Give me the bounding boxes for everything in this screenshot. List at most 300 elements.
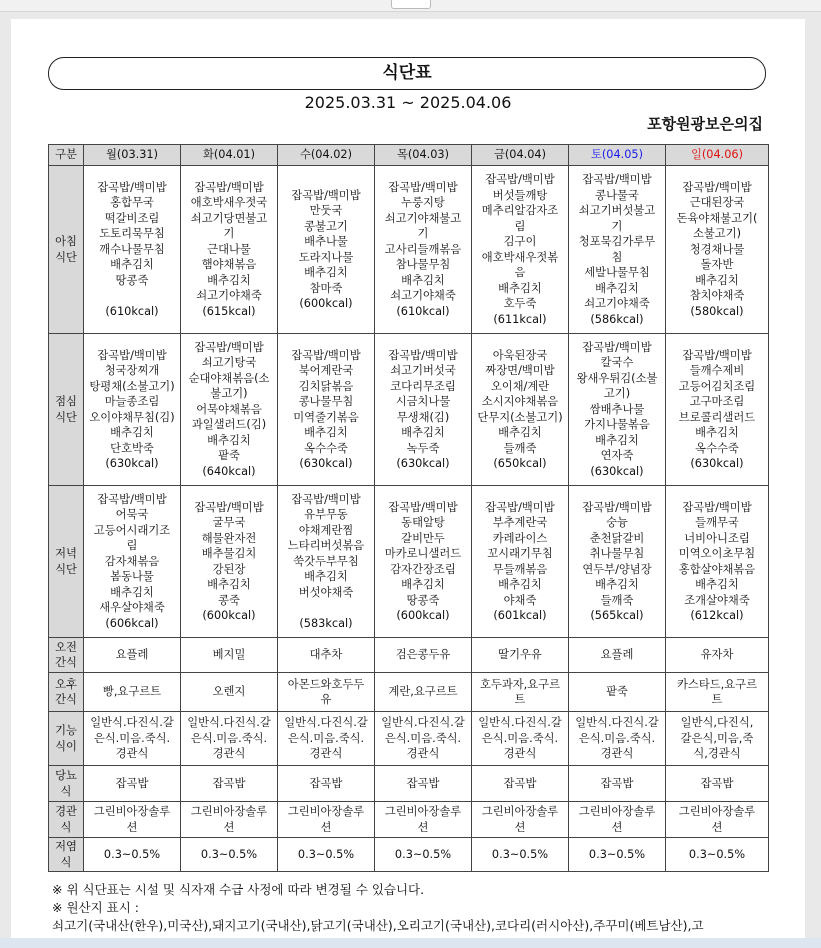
menu-item: 배추김치 [595,578,639,591]
menu-item: 아몬드와호두두 [287,677,365,691]
menu-cell [278,766,375,802]
menu-item: 조개살야채죽 [684,593,750,607]
menu-item: 빵,요구르트 [102,685,162,699]
menu-item: (606kcal) [105,616,159,630]
menu-cell [666,766,769,802]
menu-item: 근대나물 [207,242,251,256]
menu-item: 애호박새우젓볶 [481,250,559,264]
menu-item: (610kcal) [396,304,450,318]
menu-item: 애호박새우젓국 [190,196,268,210]
row-label-line: 식이 [55,739,77,753]
menu-item: 메추리알감자조 [481,204,559,217]
row-label-line: 오전 [55,640,77,654]
menu-item: 단호박죽 [110,441,154,455]
row-label [49,334,84,486]
menu-cell [278,486,375,638]
menu-item: 녹두죽 [406,441,440,455]
menu-cell [569,712,666,766]
menu-item: 일반식,다진식, [680,716,754,730]
menu-item: 숭늉 [606,516,628,529]
menu-item: 잡곡밥/백미밥 [291,188,361,202]
menu-item: 북어계란국 [298,364,354,377]
menu-item: 순대야채볶음(소 [188,371,270,385]
menu-item: 배추나물 [304,235,348,248]
menu-item: 유자차 [700,648,734,662]
menu-cell [666,166,769,334]
menu-item: 잡곡밥 [309,776,343,790]
menu-item: 경관식 [212,747,246,761]
menu-item: 무들깨볶음 [492,562,548,576]
menu-item: 경관식 [406,747,440,761]
menu-item: 배추김치 [498,426,542,439]
menu-item: 시금치나물 [395,395,451,408]
menu-item: 청경채나물 [689,242,745,256]
menu-item: 참나물무침 [395,258,451,272]
day-header-wed: 수(04.02) [278,145,375,166]
menu-cell [666,802,769,838]
menu-item: 감자채볶음 [104,554,160,568]
menu-item: 떡갈비조림 [104,211,160,225]
menu-cell [375,166,472,334]
menu-cell [666,838,769,872]
row-label [49,838,84,872]
menu-item: (600kcal) [396,609,450,622]
menu-item: 누룽지탕 [401,196,445,210]
menu-item: 0.3~0.5% [491,847,549,861]
menu-item: 잡곡밥/백미밥 [97,492,167,506]
menu-cell [84,166,181,334]
menu-item: 아욱된장국 [492,348,548,362]
row-label-line: 식 [60,855,72,869]
menu-item: 참치야채죽 [689,289,745,303]
menu-item: 배추김치 [207,578,251,591]
menu-cell [84,712,181,766]
date-range: 2025.03.31 ~ 2025.04.06 [304,93,512,112]
menu-item: 침 [611,250,623,264]
menu-item: 잡곡밥/백미밥 [485,173,555,186]
menu-item: 가지나물볶음 [584,418,650,432]
menu-cell [278,166,375,334]
menu-item: 칼국수 [600,356,634,370]
menu-item: 잡곡밥 [600,776,634,790]
menu-item: 은식.미음.죽식. [93,731,171,745]
menu-item: 소시지야채볶음 [481,395,559,408]
header-row [49,145,769,166]
menu-cell [84,638,181,673]
menu-cell [472,166,569,334]
menu-item: 잡곡밥/백미밥 [582,173,652,186]
menu-cell [666,334,769,486]
menu-item: 배추김치 [207,273,251,287]
menu-item: 팥죽 [218,449,240,463]
menu-cell [278,802,375,838]
menu-cell [569,766,666,802]
menu-item: 대추차 [309,648,343,662]
menu-item: 오이채/계란 [490,379,550,393]
menu-item: 배추김치 [110,585,154,599]
menu-item: (580kcal) [690,304,744,318]
menu-cell [278,712,375,766]
menu-item: 땅콩죽 [406,593,440,607]
menu-item: 션 [417,820,429,834]
menu-item: 배추김치 [401,273,445,287]
menu-item: 일반식.다진식.갈 [187,716,271,730]
menu-item: (610kcal) [105,304,159,318]
menu-item: 잡곡밥/백미밥 [485,500,555,514]
menu-item: 계란,요구르트 [388,685,458,699]
menu-item: 션 [320,820,332,834]
menu-item: 쇠고기탕국 [201,356,257,370]
menu-cell [666,712,769,766]
day-header-fri: 금(04.04) [472,145,569,166]
row-label-line: 식 [60,784,72,798]
menu-item: 브로콜리샐러드 [678,410,756,424]
row-label [49,673,84,712]
menu-item: 쇠고기버섯불고 [578,204,656,217]
day-header-sun: 일(04.06) [666,145,769,166]
menu-item: 너비아니조림 [684,531,750,545]
menu-item: 햄야채볶음 [201,258,257,272]
menu-cell [181,838,278,872]
menu-item: 잡곡밥/백미밥 [194,340,264,354]
menu-item: 일반식.다진식.갈 [381,716,465,730]
menu-item: 들깨죽 [503,441,537,455]
menu-item: 음 [514,266,526,279]
row-label-line: 식 [60,820,72,834]
menu-item: 배추김치 [498,578,542,591]
menu-item: 경관식 [600,747,634,761]
menu-item: 배추김치 [595,433,639,447]
menu-item: 배추물김치 [201,547,257,560]
row-label [49,802,84,838]
menu-item: 과일샐러드(김) [191,418,267,432]
menu-cell [472,334,569,486]
menu-item: 꼬시래기무침 [487,547,553,560]
menu-item: 취나물무침 [589,547,645,560]
menu-cell [472,638,569,673]
menu-item: 고기) [603,387,631,401]
row-label-line: 간식 [55,656,77,669]
menu-item: 림 [514,219,526,233]
menu-item: 배추김치 [207,433,251,447]
menu-item: 잡곡밥/백미밥 [291,492,361,506]
menu-item: 갈은식,미음,죽 [680,731,754,745]
menu-item: 카레라이스 [492,531,548,545]
menu-item: (600kcal) [299,297,353,310]
menu-item: 잡곡밥/백미밥 [682,180,752,194]
menu-cell [472,802,569,838]
row-label-line: 경관 [55,805,77,818]
menu-cell [472,766,569,802]
menu-item: 고구마조림 [689,395,745,408]
menu-item: 쑥갓두부무침 [293,554,359,568]
row-label-line: 당뇨 [55,769,77,782]
menu-cell [569,673,666,712]
row-label-line: 저염 [55,840,77,853]
row-label-line: 간식 [55,693,77,706]
menu-item: 깨수나물무침 [99,242,165,256]
menu-cell [375,838,472,872]
menu-cell [569,802,666,838]
menu-item: 요플레 [115,648,149,662]
menu-item: 콩죽 [218,593,240,607]
menu-item: 쇠고기야채죽 [584,297,650,310]
menu-item: 딸기우유 [498,648,542,662]
menu-item: 오이야채무침(김) [89,410,175,424]
row-label [49,638,84,673]
menu-item: 쇠고기야채죽 [390,289,456,303]
menu-item: 쇠고기당면불고 [190,211,268,225]
menu-item: 짜장면/백미밥 [485,364,555,377]
menu-item: 돈육야채불고기( [676,211,758,225]
row-label [49,486,84,638]
menu-item [279,600,373,616]
menu-cell [569,838,666,872]
menu-item: 배추김치 [304,570,348,584]
menu-item: 어묵야채볶음 [196,402,262,416]
menu-item: 은식.미음.죽식. [481,731,559,745]
menu-item: 호두과자,요구르 [480,677,560,691]
menu-item: (600kcal) [202,609,256,622]
menu-item: 0.3~0.5% [103,847,161,861]
menu-item: 잡곡밥/백미밥 [291,348,361,362]
menu-item: 봄동나물 [110,570,154,584]
menu-item: 그린비아장솔루 [190,805,268,818]
menu-item: 배추김치 [110,426,154,439]
menu-item: 연자죽 [600,449,634,463]
menu-item: 배추김치 [695,273,739,287]
menu-item: 잡곡밥/백미밥 [97,180,167,194]
menu-item: 잡곡밥/백미밥 [388,348,458,362]
row-label-line: 기능 [55,724,77,737]
menu-item: 들깨수제비 [689,364,745,377]
menu-item: 소불고기) [692,227,742,241]
menu-cell [84,838,181,872]
menu-item: 경관식 [503,747,537,761]
menu-item: 트 [711,693,723,706]
menu-item: 잡곡밥 [212,776,246,790]
menu-item: 어묵국 [115,508,149,522]
day-header-tue: 화(04.01) [181,145,278,166]
menu-item: 그린비아장솔루 [481,805,559,818]
menu-cell [84,334,181,486]
menu-item: 배추김치 [304,426,348,439]
menu-cell [569,166,666,334]
menu-item: 기 [223,227,235,241]
menu-item: 잡곡밥/백미밥 [682,500,752,514]
menu-item: 배추김치 [498,281,542,295]
note-origin-list: 쇠고기(국내산(한우),미국산),돼지고기(국내산),닭고기(국내산),오리고기(국내산),코다리(러시아산),주꾸미(베트남산),고 [52,918,704,933]
menu-item: 들깨죽 [600,593,634,607]
menu-item: 잡곡밥/백미밥 [682,348,752,362]
menu-cell [181,486,278,638]
menu-cell [181,802,278,838]
menu-item: (583kcal) [299,616,353,630]
menu-item: (612kcal) [690,609,744,622]
menu-item [85,288,179,304]
menu-cell [181,766,278,802]
menu-item: 션 [611,820,623,834]
menu-item: 연두부/양념장 [582,562,652,576]
menu-item: 잡곡밥/백미밥 [194,180,264,194]
diabetic-diet-row [49,766,769,802]
menu-cell [666,486,769,638]
menu-item: 탕평채(소불고기) [89,379,175,393]
menu-item: (630kcal) [396,457,450,470]
menu-cell [666,673,769,712]
menu-cell [181,638,278,673]
menu-item: 쇠고기버섯국 [390,364,456,377]
menu-item: 그린비아장솔루 [93,805,171,818]
menu-cell [278,334,375,486]
menu-item: 잡곡밥 [503,776,537,790]
menu-item: 경관식 [115,747,149,761]
menu-item: 갈비만두 [401,531,445,545]
menu-item: 배추김치 [401,578,445,591]
menu-item: 청국장찌개 [104,364,160,377]
menu-item: 션 [711,820,723,834]
menu-item: 그린비아장솔루 [578,805,656,818]
menu-cell [472,838,569,872]
pm-snack-row [49,673,769,712]
tube-feeding-row [49,802,769,838]
menu-item: 배추김치 [401,426,445,439]
menu-cell [278,838,375,872]
page-title: 식단표 [48,57,766,90]
menu-item: 쇠고기야채불고 [384,211,462,225]
menu-item: 유 [320,693,332,706]
menu-cell [84,673,181,712]
menu-item: 오렌지 [212,685,246,699]
menu-item: 동태알탕 [401,516,445,529]
menu-cell [375,802,472,838]
menu-item: 쇠고기야채죽 [196,289,262,303]
organization-name: 포항원광보은의집 [647,115,763,133]
menu-item: 션 [223,820,235,834]
menu-item: (586kcal) [590,312,644,326]
menu-item: 검은콩두유 [395,648,451,662]
menu-item: 배추김치 [595,281,639,295]
menu-item: 팥죽 [606,685,628,699]
menu-item: 0.3~0.5% [588,847,646,861]
menu-cell [84,766,181,802]
menu-item: 느타리버섯볶음 [287,539,365,553]
menu-item: 강된장 [212,562,246,576]
menu-item: 잡곡밥/백미밥 [194,500,264,514]
menu-item: 불고기) [210,387,248,401]
day-header-thu: 목(04.03) [375,145,472,166]
menu-item: 홍합살야채볶음 [678,562,756,576]
menu-cell [569,334,666,486]
menu-cell [472,486,569,638]
menu-item: 콩불고기 [304,219,348,233]
menu-cell [84,486,181,638]
menu-item: 참마죽 [309,281,343,295]
menu-table [48,144,769,872]
menu-item: 해물완자전 [201,531,257,545]
menu-item: 그린비아장솔루 [678,805,756,818]
menu-item: (630kcal) [690,457,744,470]
functional-diet-row [49,712,769,766]
menu-item: 콩나물국 [595,188,639,202]
menu-item: 기 [417,227,429,241]
menu-cell [375,766,472,802]
menu-cell [181,712,278,766]
menu-item: 세발나물무침 [584,266,650,279]
menu-item: 땅콩죽 [115,273,149,287]
lunch-row [49,334,769,486]
menu-item: (565kcal) [590,609,644,622]
menu-item: 고사리들깨볶음 [384,242,462,256]
menu-item: (630kcal) [299,457,353,470]
menu-item: 미역줄기볶음 [293,410,359,424]
menu-item: 은식.미음.죽식. [190,731,268,745]
menu-cell [375,486,472,638]
menu-item: (640kcal) [202,464,256,478]
menu-item: 부추계란국 [492,516,548,529]
menu-item: 베지밀 [212,648,246,662]
low-salt-row [49,838,769,872]
menu-item: 0.3~0.5% [688,847,746,861]
note-change: ※ 위 식단표는 시설 및 식자재 수급 사정에 따라 변경될 수 있습니다. [52,882,425,897]
menu-item: 마카로니샐러드 [384,547,462,560]
row-label [49,712,84,766]
menu-item: (615kcal) [202,304,256,318]
row-label-line: 점심 [55,395,77,408]
menu-item: 잡곡밥 [700,776,734,790]
scroll-tab-handle[interactable] [391,0,431,9]
menu-item: 유부무동 [304,508,348,522]
document-page [11,19,805,948]
menu-item: 옥수수죽 [304,441,348,455]
menu-cell [181,166,278,334]
menu-item: 왕새우튀김(소불 [576,371,658,385]
menu-item: 마늘종조림 [104,395,160,408]
menu-item: 림 [126,539,138,553]
am-snack-row [49,638,769,673]
menu-item: 새우살야채죽 [99,601,165,615]
menu-item: 굴무국 [212,516,246,529]
menu-item: 카스타드,요구르 [677,677,757,691]
menu-item: 그린비아장솔루 [384,805,462,818]
menu-item: 일반식.다진식.갈 [478,716,562,730]
row-label-line: 저녁 [55,547,77,560]
menu-item: 청포묵김가루무 [578,235,656,248]
menu-item: 배추김치 [695,578,739,591]
menu-item: (611kcal) [493,312,547,326]
menu-cell [375,712,472,766]
menu-item: 야채죽 [503,593,537,607]
menu-item: 잡곡밥/백미밥 [388,500,458,514]
row-label [49,766,84,802]
menu-item: 들깨무국 [695,516,739,529]
menu-item: 식,경관식 [693,747,741,761]
row-label-line: 아침 [55,235,77,248]
menu-cell [375,673,472,712]
menu-item: (601kcal) [493,609,547,622]
menu-item: 경관식 [309,747,343,761]
menu-item: 고등어시래기조 [93,523,171,537]
row-label-line: 오후 [55,677,77,691]
menu-cell [472,712,569,766]
menu-item: 일반식.다진식.갈 [90,716,174,730]
row-label [49,166,84,334]
menu-item: 만둣국 [309,204,343,217]
note-origin-heading: ※ 원산지 표시 : [52,900,139,915]
menu-item: 홍합무국 [110,196,154,210]
menu-item: 션 [126,820,138,834]
menu-item: 돌자반 [700,258,734,272]
